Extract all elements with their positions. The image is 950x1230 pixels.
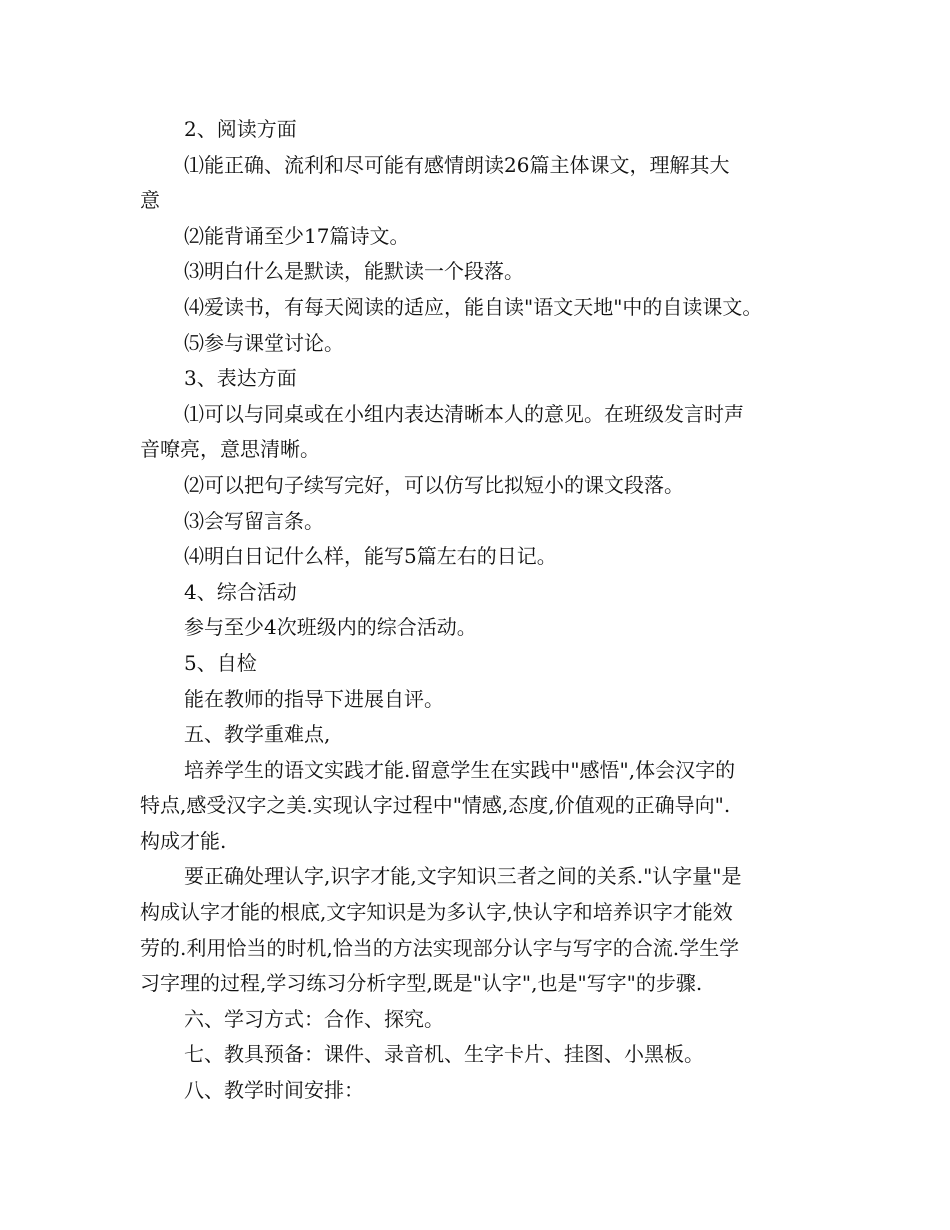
expression-item-2: ⑵可以把句子续写完好，可以仿写比拟短小的课文段落。 [184,472,684,497]
expression-item-3: ⑶会写留言条。 [184,508,324,533]
expression-item-4: ⑷明白日记什么样，能写5篇左右的日记。 [184,544,557,569]
key-points-p2-line1: 要正确处理认字,识字才能,文字知识三者之间的关系."认字量"是 [184,864,742,889]
expression-item-1-line1: ⑴可以与同桌或在小组内表达清晰本人的意见。在班级发言时声 [184,401,744,426]
key-points-p2-line4: 习字理的过程,学习练习分析字型,既是"认字",也是"写字"的步骤. [140,971,703,996]
reading-item-1-line1: ⑴能正确、流利和尽可能有感情朗读26篇主体课文，理解其大 [184,152,730,177]
teaching-aids: 七、教具预备：课件、录音机、生字卡片、挂图、小黑板。 [184,1042,704,1067]
key-points-paragraph-1 [140,753,820,860]
selfcheck-heading: 5、自检 [184,650,257,675]
key-points-p1-line3: 构成才能. [140,828,227,853]
reading-item-1-line2: 意 [140,188,160,213]
activity-heading: 4、综合活动 [184,579,297,604]
learning-method: 六、学习方式：合作、探究。 [184,1006,444,1031]
expression-item-1 [140,397,820,468]
selfcheck-text: 能在教师的指导下进展自评。 [184,686,444,711]
expression-item-1-line2: 音嘹亮，意思清晰。 [140,437,320,462]
key-points-p2-line3: 劳的.利用恰当的时机,恰当的方法实现部分认字与写字的合流.学生学 [140,935,740,960]
reading-item-1 [140,148,820,219]
activity-text: 参与至少4次班级内的综合活动。 [184,615,477,640]
reading-item-5: ⑸参与课堂讨论。 [184,330,344,355]
reading-item-3: ⑶明白什么是默读，能默读一个段落。 [184,259,524,284]
key-points-p1-line2: 特点,感受汉字之美.实现认字过程中"情感,态度,价值观的正确导向". [140,793,731,818]
reading-heading: 2、阅读方面 [184,117,297,141]
key-points-heading: 五、教学重难点, [184,722,331,747]
expression-heading: 3、表达方面 [184,366,297,391]
key-points-p2-line2: 构成认字才能的根底,文字知识是为多认字,快认字和培养识字才能效 [140,900,733,925]
reading-item-4: ⑷爱读书，有每天阅读的适应，能自读"语文天地"中的自读课文。 [184,294,763,319]
document-page [140,112,820,1109]
key-points-paragraph-2 [140,859,820,1001]
key-points-p1-line1: 培养学生的语文实践才能.留意学生在实践中"感悟",体会汉字的 [184,757,736,782]
reading-item-2: ⑵能背诵至少17篇诗文。 [184,223,410,248]
schedule-heading: 八、教学时间安排： [184,1078,364,1103]
